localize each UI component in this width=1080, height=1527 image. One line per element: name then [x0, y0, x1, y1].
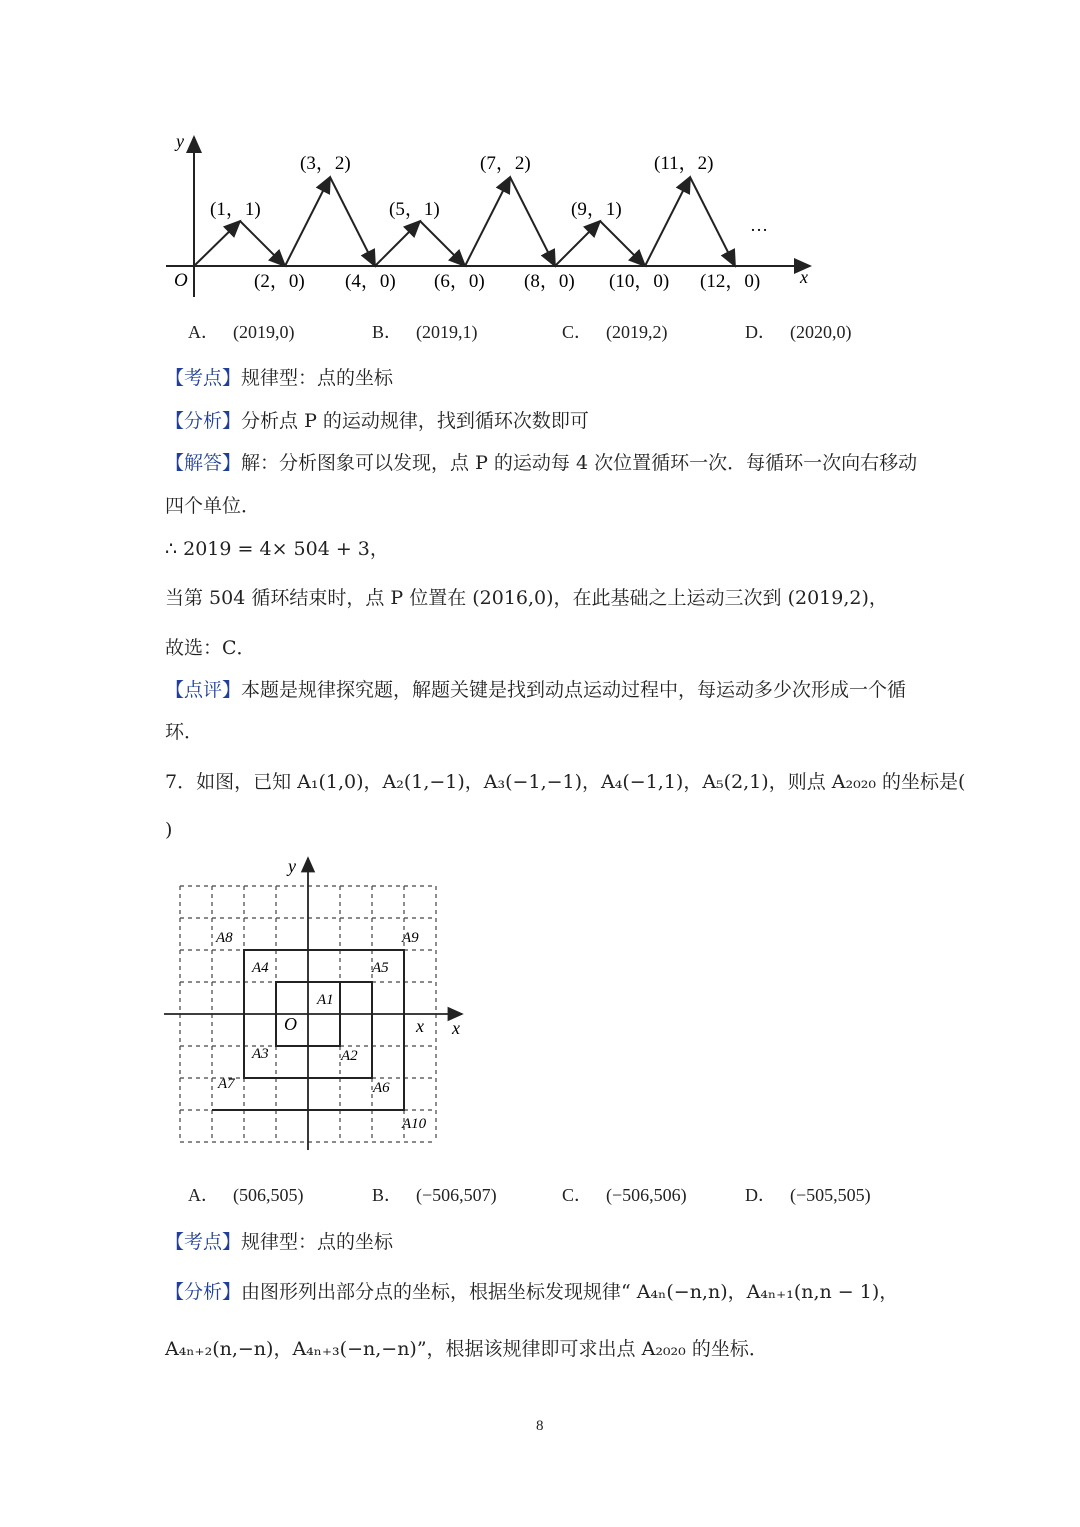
point-label: (12，0) — [700, 271, 761, 292]
x-mark-label: x — [416, 1016, 424, 1036]
origin-label: O — [284, 1014, 297, 1034]
q7-kaodian-line: 【考点】规律型：点的坐标 — [165, 1231, 394, 1253]
point-label: (2，0) — [254, 271, 305, 292]
square-spiral-figure — [160, 852, 470, 1152]
jieda-line-2: 四个单位． — [165, 495, 261, 517]
q7-option-b[interactable]: B． (−506,507) — [372, 1185, 497, 1205]
page-number: 8 — [536, 1418, 544, 1434]
point-label-a10: A10 — [402, 1116, 427, 1132]
point-label-a5: A5 — [372, 960, 389, 976]
dianping-tag: 点评 — [184, 679, 223, 701]
fenxi-tag: 分析 — [184, 1281, 223, 1303]
point-label-a8: A8 — [216, 930, 233, 946]
answer-line: 故选：C． — [165, 637, 256, 659]
dianping-line-2: 环． — [165, 721, 204, 743]
point-label: (7，2) — [480, 153, 531, 174]
q7-stem: 7．如图，已知 A₁(1,0)，A₂(1,−1)，A₃(−1,−1)，A₄(−1,1)，A₅(2,1)，则点 A₂₀₂₀ 的坐标是( — [165, 771, 966, 793]
point-label: (8，0) — [524, 271, 575, 292]
point-label-a9: A9 — [402, 930, 419, 946]
option-c[interactable]: C． (2019,2) — [562, 322, 668, 342]
point-label-a4: A4 — [252, 960, 269, 976]
motion-path — [194, 177, 735, 266]
point-label-a2: A2 — [341, 1048, 358, 1064]
q7-fenxi-line-2: A₄ₙ₊₂(n,−n)，A₄ₙ₊₃(−n,−n)”，根据该规律即可求出点 A₂₀₂₀ 的坐标． — [165, 1338, 768, 1360]
y-axis-label: y — [288, 856, 296, 876]
point-label-a7: A7 — [218, 1076, 235, 1092]
q7-stem-close: ) — [165, 819, 173, 841]
point-label-a3: A3 — [252, 1046, 269, 1062]
option-d[interactable]: D． (2020,0) — [745, 322, 852, 342]
point-label: (10，0) — [609, 271, 670, 292]
fenxi-tag: 分析 — [184, 410, 223, 432]
x-axis-label: x — [452, 1018, 460, 1038]
equation-line: ∴ 2019 = 4× 504 + 3， — [165, 538, 389, 560]
cycle-line: 当第 504 循环结束时，点 P 位置在 (2016,0)，在此基础之上运动三次到 (2019,2)， — [165, 587, 888, 609]
fenxi-line: 【分析】分析点 P 的运动规律，找到循环次数即可 — [165, 410, 589, 432]
point-label-a1: A1 — [317, 992, 334, 1008]
q7-option-a[interactable]: A． (506,505) — [188, 1185, 304, 1205]
x-axis-label: x — [800, 267, 808, 287]
ellipsis: … — [750, 215, 768, 235]
point-label-a6: A6 — [373, 1080, 390, 1096]
q7-fenxi-line: 【分析】由图形列出部分点的坐标，根据坐标发现规律“ A₄ₙ(−n,n)，A₄ₙ₊₁(n,n − 1)， — [165, 1281, 899, 1303]
jieda-tag: 解答 — [184, 452, 223, 474]
jieda-line: 【解答】解：分析图象可以发现，点 P 的运动每 4 次位置循环一次．每循环一次向右移动 — [165, 452, 918, 474]
kaodian-tag: 考点 — [184, 1231, 223, 1253]
kaodian-tag: 考点 — [184, 367, 223, 389]
kaodian-line: 【考点】规律型：点的坐标 — [165, 367, 394, 389]
point-label: (4，0) — [345, 271, 396, 292]
point-label: (1，1) — [210, 199, 261, 220]
point-label: (3，2) — [300, 153, 351, 174]
point-label: (5，1) — [389, 199, 440, 220]
q7-option-d[interactable]: D． (−505,505) — [745, 1185, 871, 1205]
zigzag-figure — [160, 125, 820, 305]
origin-label: O — [174, 270, 188, 291]
option-b[interactable]: B． (2019,1) — [372, 322, 478, 342]
point-label: (6，0) — [434, 271, 485, 292]
y-axis-label: y — [176, 131, 184, 151]
q7-option-c[interactable]: C． (−506,506) — [562, 1185, 687, 1205]
point-label: (9，1) — [571, 199, 622, 220]
option-a[interactable]: A． (2019,0) — [188, 322, 295, 342]
dianping-line: 【点评】本题是规律探究题，解题关键是找到动点运动过程中，每运动多少次形成一个循 — [165, 679, 907, 701]
point-label: (11，2) — [654, 153, 714, 174]
